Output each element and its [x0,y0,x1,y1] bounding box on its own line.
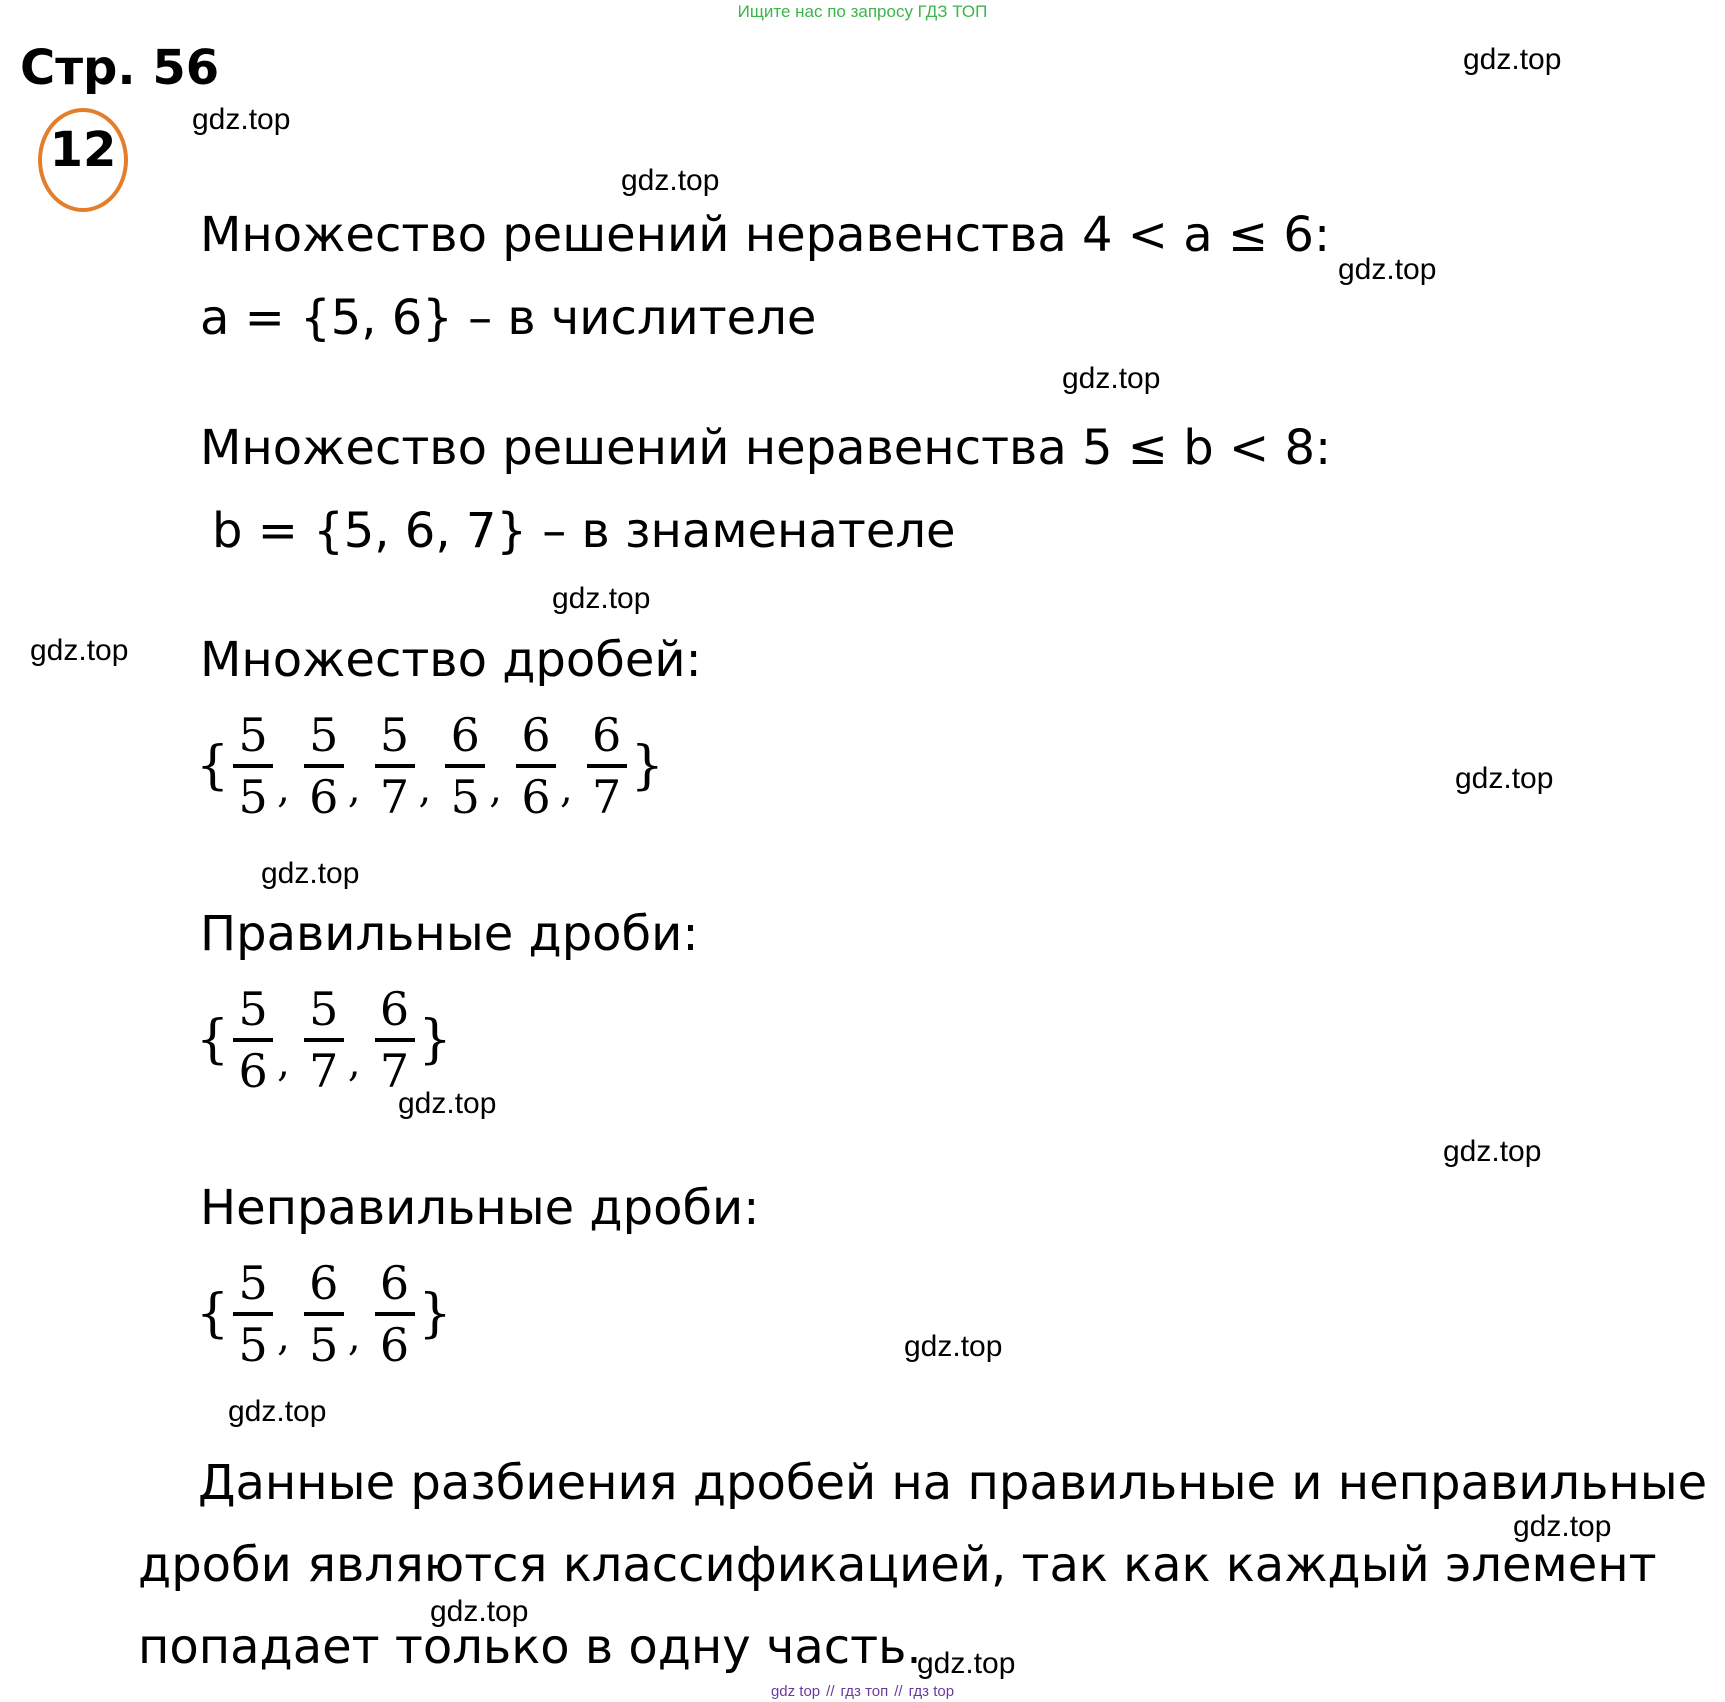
page-title: Стр. 56 [20,40,220,96]
watermark: gdz.top [1443,1135,1542,1168]
fraction [233,1256,273,1372]
fraction-denominator: 6 [379,1318,410,1372]
fraction-numerator: 6 [379,982,410,1036]
fraction-denominator: 5 [238,770,268,824]
fraction-comma: , [559,766,573,812]
watermark: gdz.top [552,582,651,615]
fraction [587,708,627,824]
fraction [375,982,415,1098]
fraction-denominator: 5 [450,770,480,824]
watermark: gdz.top [261,857,360,890]
fraction-denominator: 7 [379,770,410,824]
improper-fractions-set [196,1256,452,1372]
set-a-heading: Множество решений неравенства 4 < a ≤ 6: [200,207,1331,263]
watermark: gdz.top [904,1330,1003,1363]
fraction-comma: , [277,1314,290,1360]
set-b-values: b = {5, 6, 7} – в знаменателе [212,503,956,559]
watermark: gdz.top [228,1395,327,1428]
open-brace: { [196,1010,230,1070]
fraction [304,708,344,824]
watermark: gdz.top [192,103,291,136]
fraction-denominator: 5 [238,1318,268,1372]
conclusion-line-3: попадает только в одну часть. [138,1619,922,1675]
conclusion-line-2: дроби являются классификацией, так как каждый элемент [138,1537,1657,1593]
set-a-values: a = {5, 6} – в числителе [200,290,817,346]
watermark: gdz.top [430,1595,529,1628]
watermark: gdz.top [917,1647,1016,1680]
fraction-denominator: 6 [521,770,551,824]
watermark: gdz.top [398,1087,497,1120]
footer-link-1[interactable]: gdz top [770,1683,821,1700]
task-number: 12 [49,122,117,178]
fraction [233,708,273,824]
watermark: gdz.top [30,634,129,667]
fraction [233,982,273,1098]
fraction-comma: , [418,766,432,812]
fraction [375,708,415,824]
fraction [304,1256,344,1372]
fraction-numerator: 5 [309,982,339,1036]
fraction-numerator: 6 [521,708,551,762]
fraction-numerator: 6 [450,708,480,762]
improper-fractions-heading: Неправильные дроби: [200,1180,760,1236]
proper-fractions-heading: Правильные дроби: [200,906,699,962]
fraction-denominator: 7 [379,1044,410,1098]
fraction-comma: , [277,766,290,812]
close-brace: } [418,1010,452,1070]
fraction [445,708,485,824]
footer-link-2[interactable]: гдз топ [840,1683,889,1700]
watermark: gdz.top [1062,362,1161,395]
watermark: gdz.top [1338,253,1437,286]
set-b-heading: Множество решений неравенства 5 ≤ b < 8: [200,420,1332,476]
footer-link-3[interactable]: гдз top [908,1683,955,1700]
fraction [516,708,556,824]
fraction-numerator: 5 [238,1256,268,1310]
fraction-comma: , [347,766,361,812]
footer-separator: // [826,1683,835,1700]
watermark: gdz.top [1463,43,1562,76]
close-brace: } [418,1284,452,1344]
watermark: gdz.top [621,164,720,197]
fraction-denominator: 7 [592,770,622,824]
footer-separator: // [894,1683,903,1700]
fraction-comma: , [489,766,502,812]
proper-fractions-set [196,982,452,1098]
open-brace: { [196,736,230,796]
watermark: gdz.top [1513,1510,1612,1543]
fraction-denominator: 6 [238,1044,268,1098]
fraction-numerator: 5 [238,982,268,1036]
fraction [375,1256,415,1372]
fraction-numerator: 5 [238,708,268,762]
all-fractions-heading: Множество дробей: [200,632,702,688]
all-fractions-set [196,708,664,824]
fraction-numerator: 5 [379,708,410,762]
fraction-comma: , [347,1314,361,1360]
fraction-comma: , [277,1040,290,1086]
fraction-numerator: 6 [379,1256,410,1310]
open-brace: { [196,1284,230,1344]
close-brace: } [630,736,664,796]
conclusion-line-1: Данные разбиения дробей на правильные и неправильные [198,1455,1708,1511]
footer-links [0,1683,1725,1700]
fraction-numerator: 5 [309,708,339,762]
fraction-numerator: 6 [309,1256,339,1310]
top-banner: Ищите нас по запросу ГДЗ ТОП [737,2,988,21]
fraction [304,982,344,1098]
watermark: gdz.top [1455,762,1554,795]
fraction-denominator: 7 [309,1044,339,1098]
fraction-comma: , [347,1040,361,1086]
fraction-denominator: 6 [309,770,339,824]
fraction-numerator: 6 [592,708,622,762]
fraction-denominator: 5 [309,1318,339,1372]
